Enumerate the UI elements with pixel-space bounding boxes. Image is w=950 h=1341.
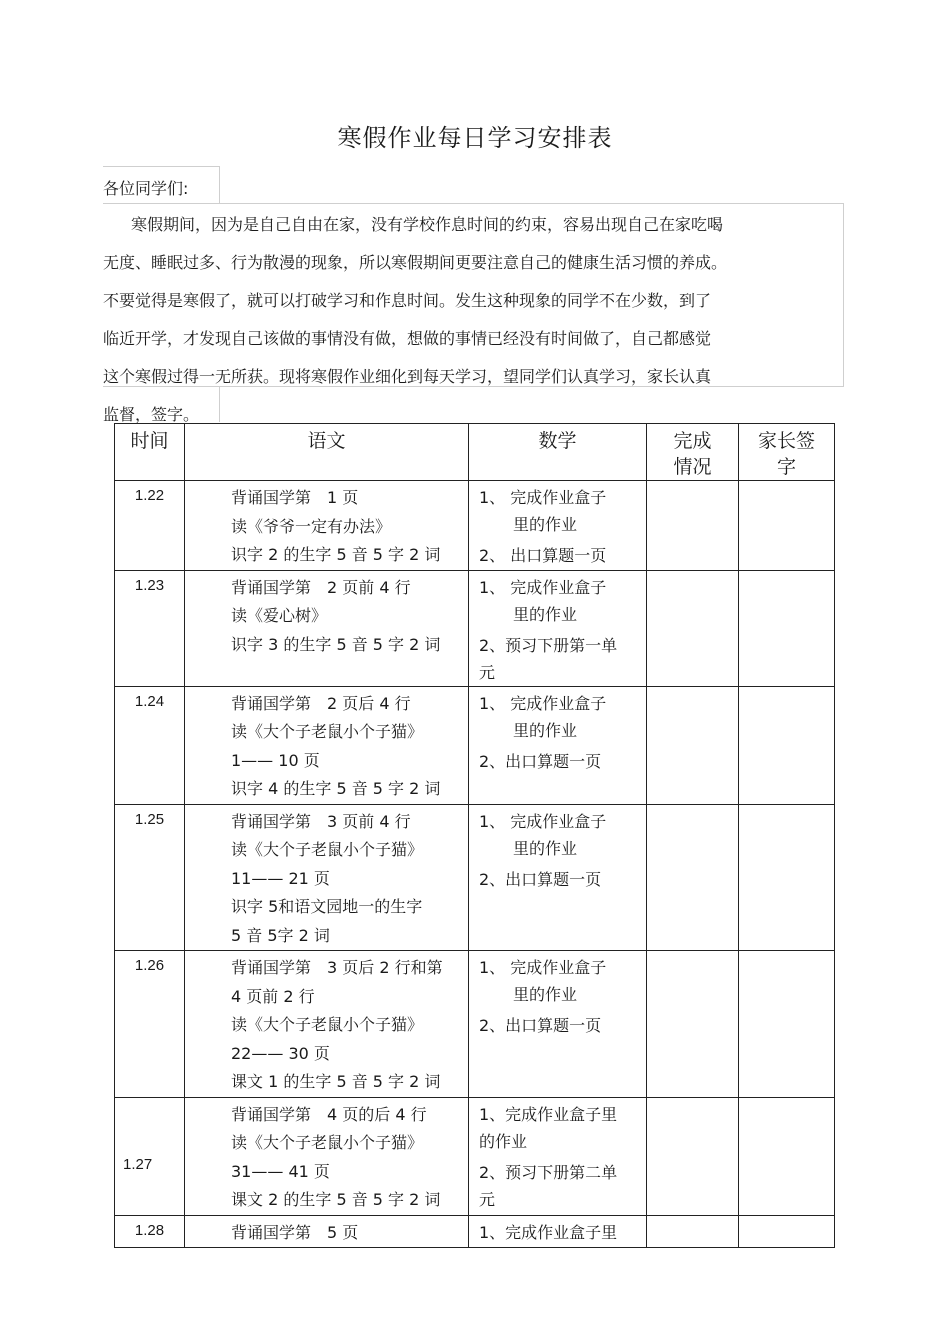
math-task-line: 2、预习下册第二单 xyxy=(479,1162,618,1182)
date-cell xyxy=(115,686,185,804)
paragraph-line: 监督，签字。 xyxy=(103,405,200,424)
date-label: 1.25 xyxy=(134,810,165,828)
math-task-line: 里的作业 xyxy=(513,838,578,858)
chinese-task-line: 识字 4 的生字 5 音 5 字 2 词 xyxy=(231,779,441,798)
chinese-task-line: 22—— 30 页 xyxy=(231,1043,330,1063)
header-math-label: 数学 xyxy=(538,430,577,452)
math-task-cell xyxy=(469,686,647,804)
paragraph-line: 这个寒假过得一无所获。现将寒假作业细化到每天学习，望同学们认真学习，家长认真 xyxy=(103,367,712,386)
chinese-task-line: 读《大个子老鼠小个子猫》 xyxy=(231,1133,424,1152)
completion-cell[interactable] xyxy=(647,1097,739,1215)
header-date-label: 时间 xyxy=(130,430,169,452)
date-cell xyxy=(115,951,185,1098)
parent-signature-cell[interactable] xyxy=(739,951,835,1098)
date-label: 1.23 xyxy=(134,576,165,594)
date-label: 1.22 xyxy=(134,487,165,504)
salutation: 各位同学们: xyxy=(103,179,189,198)
date-cell xyxy=(115,570,185,686)
paragraph-line: 寒假期间，因为是自己自由在家，没有学校作息时间的约束，容易出现自己在家吃喝 xyxy=(131,215,724,234)
chinese-task-line: 识字 3 的生字 5 音 5 字 2 词 xyxy=(231,634,441,654)
header-sign-line: 字 xyxy=(776,456,796,478)
date-cell xyxy=(115,481,185,571)
math-task-line: 1、完成作业盒子里 xyxy=(479,1104,618,1124)
math-task-line: 里的作业 xyxy=(513,720,578,740)
chinese-task-line: 读《爷爷一定有办法》 xyxy=(231,516,392,536)
header-row xyxy=(115,424,835,481)
chinese-task-line: 读《大个子老鼠小个子猫》 xyxy=(231,840,424,859)
math-task-line: 2、出口算题一页 xyxy=(479,751,602,771)
math-task-line: 1、 完成作业盒子 xyxy=(479,811,607,831)
header-chinese-label: 语文 xyxy=(307,430,346,452)
header-chinese xyxy=(185,424,469,481)
completion-cell[interactable] xyxy=(647,686,739,804)
table-row xyxy=(115,570,835,686)
completion-cell[interactable] xyxy=(647,951,739,1098)
chinese-task-line: 识字 5和语文园地一的生字 xyxy=(231,897,423,916)
date-label: 1.26 xyxy=(134,957,165,974)
chinese-task-cell xyxy=(185,804,469,951)
math-task-line: 元 xyxy=(479,662,496,682)
table-row xyxy=(115,951,835,1098)
chinese-task-line: 背诵国学第 1 页 xyxy=(231,488,359,507)
header-math xyxy=(469,424,647,481)
chinese-task-line: 识字 2 的生字 5 音 5 字 2 词 xyxy=(231,545,441,564)
chinese-task-line: 4 页前 2 行 xyxy=(231,986,315,1006)
math-task-cell xyxy=(469,570,647,686)
chinese-task-line: 11—— 21 页 xyxy=(231,868,330,888)
table-row xyxy=(115,686,835,804)
header-sign-line: 家长签 xyxy=(757,430,815,452)
math-task-cell xyxy=(469,481,647,571)
date-cell xyxy=(115,1215,185,1248)
chinese-task-cell xyxy=(185,951,469,1098)
chinese-task-line: 背诵国学第 4 页的后 4 行 xyxy=(231,1104,427,1124)
chinese-task-line: 读《大个子老鼠小个子猫》 xyxy=(231,1015,424,1034)
header-done-line: 完成 xyxy=(673,430,712,452)
chinese-task-line: 31—— 41 页 xyxy=(231,1161,330,1181)
header-date xyxy=(115,424,185,481)
math-task-cell xyxy=(469,804,647,951)
parent-signature-cell[interactable] xyxy=(739,804,835,951)
paragraph-line: 无度、睡眠过多、行为散漫的现象，所以寒假期间更要注意自己的健康生活习惯的养成。 xyxy=(103,253,728,272)
math-task-line: 里的作业 xyxy=(513,515,578,534)
chinese-task-line: 课文 2 的生字 5 音 5 字 2 词 xyxy=(231,1190,441,1209)
math-task-line: 里的作业 xyxy=(513,604,578,624)
math-task-line: 1、 完成作业盒子 xyxy=(479,577,607,597)
completion-cell[interactable] xyxy=(647,570,739,686)
chinese-task-line: 5 音 5字 2 词 xyxy=(231,925,330,945)
math-task-line: 2、预习下册第一单 xyxy=(479,635,618,655)
chinese-task-line: 背诵国学第 3 页后 2 行和第 xyxy=(231,958,443,977)
math-task-line: 的作业 xyxy=(479,1131,528,1151)
chinese-task-cell xyxy=(185,570,469,686)
completion-cell[interactable] xyxy=(647,804,739,951)
header-done-line: 情况 xyxy=(673,456,712,478)
chinese-task-cell xyxy=(185,1097,469,1215)
chinese-task-line: 背诵国学第 2 页后 4 行 xyxy=(231,693,411,713)
math-task-line: 1、完成作业盒子里 xyxy=(479,1222,618,1242)
chinese-task-cell xyxy=(185,686,469,804)
date-label: 1.28 xyxy=(134,1221,165,1239)
date-label: 1.24 xyxy=(134,692,165,710)
chinese-task-line: 背诵国学第 3 页前 4 行 xyxy=(231,811,411,831)
math-task-line: 1、 完成作业盒子 xyxy=(479,693,607,713)
math-task-line: 2、 出口算题一页 xyxy=(479,546,607,565)
math-task-cell xyxy=(469,1215,647,1248)
schedule-table xyxy=(114,423,835,1248)
math-task-line: 2、出口算题一页 xyxy=(479,1016,602,1035)
chinese-task-line: 读《大个子老鼠小个子猫》 xyxy=(231,722,424,741)
chinese-task-line: 背诵国学第 2 页前 4 行 xyxy=(231,577,411,597)
chinese-task-line: 课文 1 的生字 5 音 5 字 2 词 xyxy=(231,1072,441,1091)
date-cell xyxy=(115,804,185,951)
parent-signature-cell[interactable] xyxy=(739,686,835,804)
chinese-task-line: 1—— 10 页 xyxy=(231,750,320,770)
math-task-line: 2、出口算题一页 xyxy=(479,869,602,889)
math-task-line: 1、 完成作业盒子 xyxy=(479,488,607,507)
math-task-line: 1、 完成作业盒子 xyxy=(479,958,607,977)
parent-signature-cell[interactable] xyxy=(739,1097,835,1215)
math-task-line: 里的作业 xyxy=(513,985,578,1004)
chinese-task-line: 背诵国学第 5 页 xyxy=(231,1222,359,1242)
table-row xyxy=(115,1215,835,1248)
chinese-task-cell xyxy=(185,481,469,571)
math-task-cell xyxy=(469,1097,647,1215)
parent-signature-cell[interactable] xyxy=(739,570,835,686)
chinese-task-cell xyxy=(185,1215,469,1248)
parent-signature-cell[interactable] xyxy=(739,1215,835,1248)
intro-paragraph xyxy=(103,206,783,434)
table-row xyxy=(115,1097,835,1215)
header-done xyxy=(647,424,739,481)
math-task-line: 元 xyxy=(479,1189,496,1209)
date-cell xyxy=(115,1097,185,1215)
parent-signature-cell[interactable] xyxy=(739,481,835,571)
math-task-cell xyxy=(469,951,647,1098)
header-sign xyxy=(739,424,835,481)
chinese-task-line: 读《爱心树》 xyxy=(231,606,328,625)
table-row xyxy=(115,481,835,571)
table-row xyxy=(115,804,835,951)
paragraph-line: 不要觉得是寒假了，就可以打破学习和作息时间。发生这种现象的同学不在少数，到了 xyxy=(103,291,712,310)
completion-cell[interactable] xyxy=(647,1215,739,1248)
page-title: 寒假作业每日学习安排表 xyxy=(337,124,613,152)
paragraph-line: 临近开学，才发现自己该做的事情没有做，想做的事情已经没有时间做了，自己都感觉 xyxy=(103,329,712,348)
date-label: 1.27 xyxy=(123,1155,153,1173)
completion-cell[interactable] xyxy=(647,481,739,571)
